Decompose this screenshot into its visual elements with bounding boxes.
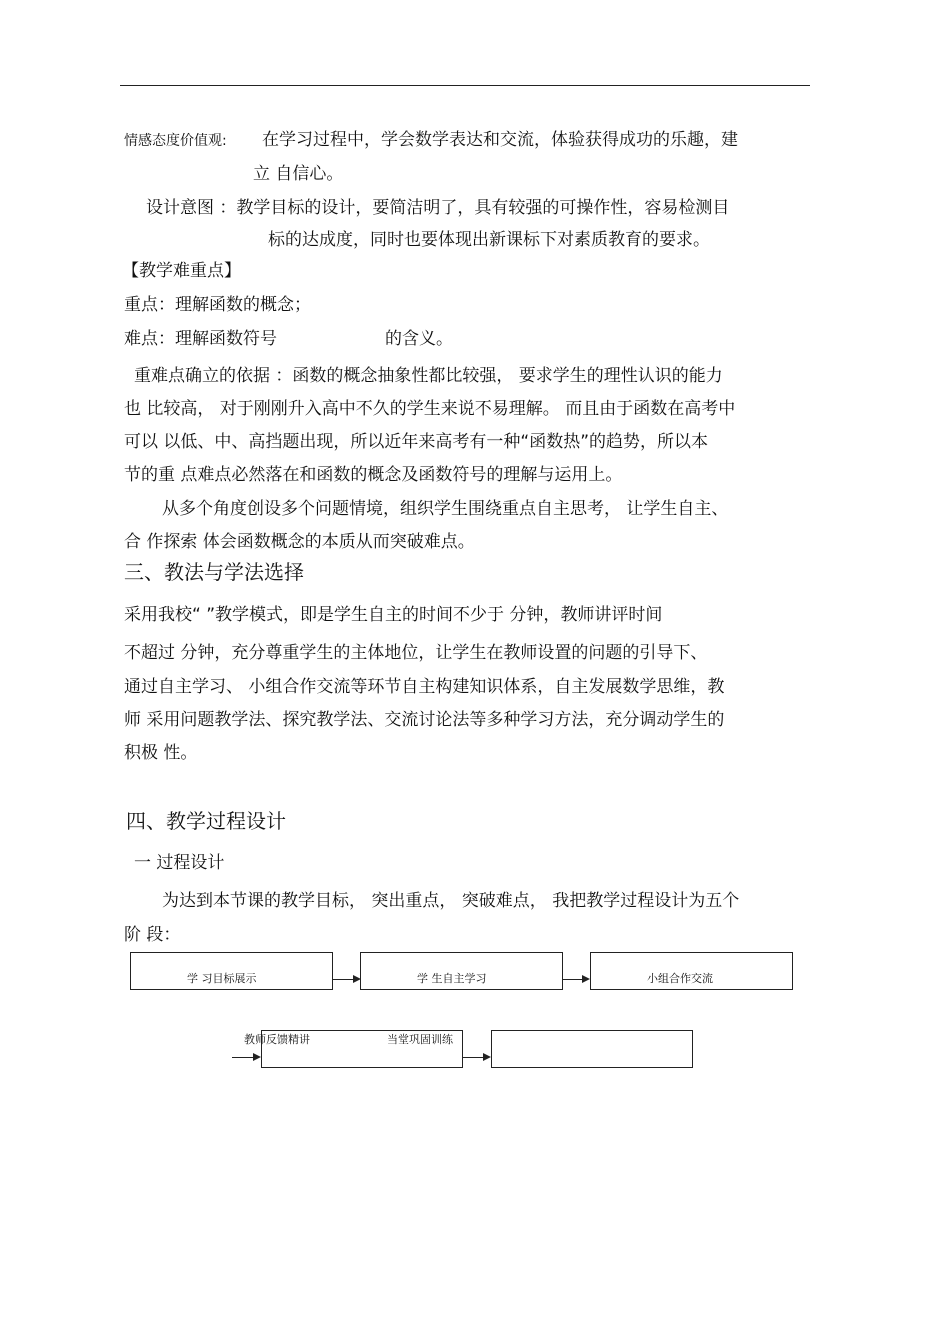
flow-arrow-3-icon [253,1053,261,1061]
design-intent-line2: 标的达成度，同时也要体现出新课标下对素质教育的要求。 [268,230,710,250]
header-rule [120,85,810,86]
section4-title: 四、教学过程设计 [126,809,286,833]
flow-step-2-box [360,952,563,990]
emotion-text-line2: 立 自信心。 [253,164,344,184]
flow-connector-3 [232,1057,254,1058]
flow-connector-1 [333,979,354,980]
flow-arrow-4-icon [483,1053,491,1061]
flow-connector-4 [463,1057,484,1058]
section3-title: 三、教法与学法选择 [124,560,304,584]
flow-connector-2 [563,979,583,980]
flow-step-1-box [130,952,333,990]
section3-line4: 师 采用问题教学法、探究教学法、交流讨论法等多种学习方法，充分调动学生的 [124,710,725,730]
flow-step-4-label: 教师反馈精讲 [244,1033,310,1046]
section4-line1: 为达到本节课的教学目标， 突出重点， 突破难点， 我把教学过程设计为五个 [162,891,740,911]
key-point: 重点：理解函数的概念； [124,295,311,315]
basis-line3: 可以 以低、中、高挡题出现，所以近年来高考有一种“函数热”的趋势，所以本 [124,432,709,452]
flow-step-1-label: 学 习目标展示 [187,972,257,985]
flow-arrow-2-icon [582,975,590,983]
section3-line3: 通过自主学习、 小组合作交流等环节自主构建知识体系，自主发展数学思维，教 [124,677,725,697]
approach-line1: 从多个角度创设多个问题情境，组织学生围绕重点自主思考， 让学生自主、 [162,499,729,519]
section3-line1: 采用我校“ ”教学模式，即是学生自主的时间不少于 分钟，教师讲评时间 [124,605,663,625]
flow-step-3-label: 小组合作交流 [647,972,713,985]
approach-line2: 合 作探索 体会函数概念的本质从而突破难点。 [124,532,475,552]
hard-point-suffix: 的含义。 [385,329,453,349]
flow-step-5-label: 当堂巩固训练 [387,1033,453,1046]
basis-line1: 重难点确立的依据 ：函数的概念抽象性都比较强， 要求学生的理性认识的能力 [134,366,723,386]
section4-line2: 阶 段： [124,925,181,945]
emotion-text-line1: 在学习过程中，学会数学表达和交流，体验获得成功的乐趣，建 [262,130,738,150]
flow-step-5-box [491,1030,693,1068]
basis-line2: 也 比较高， 对于刚刚升入高中不久的学生来说不易理解。 而且由于函数在高考中 [124,399,736,419]
section3-line5: 积极 性。 [124,743,198,763]
flow-step-3-box [590,952,793,990]
section4-subtitle: 一 过程设计 [134,853,225,873]
difficulty-heading: 【教学难重点】 [122,261,241,281]
flow-step-2-label: 学 生自主学习 [417,972,487,985]
emotion-label: 情感态度价值观: [124,133,227,149]
design-intent-line1: 设计意图 ：教学目标的设计，要简洁明了，具有较强的可操作性，容易检测目 [146,198,730,218]
basis-line4: 节的重 点难点必然落在和函数的概念及函数符号的理解与运用上。 [124,465,623,485]
section3-line2: 不超过 分钟，充分尊重学生的主体地位，让学生在教师设置的问题的引导下、 [124,643,708,663]
hard-point-prefix: 难点：理解函数符号 [124,329,277,349]
